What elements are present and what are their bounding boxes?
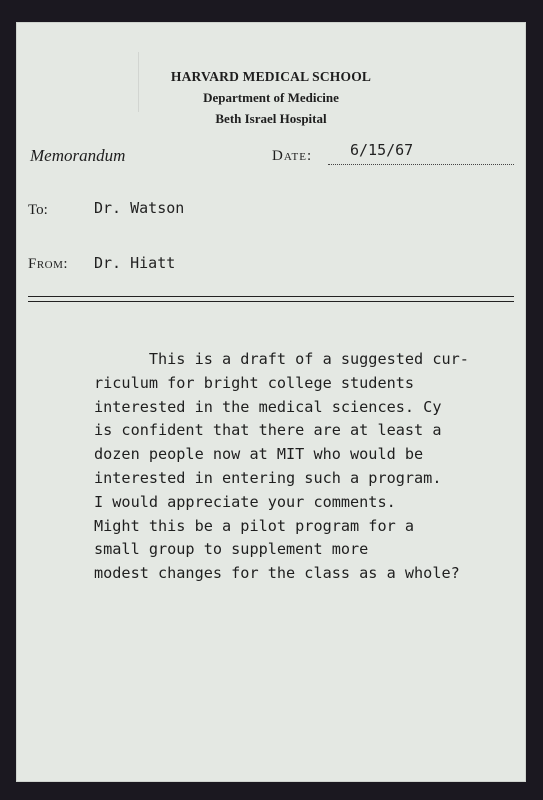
letterhead-hospital: Beth Israel Hospital <box>215 111 327 126</box>
letterhead <box>16 66 526 129</box>
header-rule-bottom <box>28 301 514 302</box>
body-line: modest changes for the class as a whole? <box>94 564 460 583</box>
memo-body <box>94 348 514 586</box>
body-line: interested in the medical sciences. Cy <box>94 397 442 416</box>
to-label: To: <box>28 202 48 218</box>
memorandum-label: Memorandum <box>30 146 126 165</box>
date-value: 6/15/67 <box>350 141 414 159</box>
body-line: I would appreciate your comments. <box>94 492 396 511</box>
body-line: interested in entering such a program. <box>94 468 442 487</box>
from-value: Dr. Hiatt <box>94 254 176 272</box>
date-dotted-line <box>328 164 514 165</box>
memo-sheet <box>16 22 526 782</box>
letterhead-school: HARVARD MEDICAL SCHOOL <box>170 69 372 84</box>
body-line: small group to supplement more <box>94 540 369 559</box>
body-line: This is a draft of a suggested cur- <box>94 350 469 368</box>
letterhead-department: Department of Medicine <box>203 90 339 105</box>
body-line: Might this be a pilot program for a <box>94 516 415 535</box>
to-value: Dr. Watson <box>94 199 185 217</box>
body-line: dozen people now at MIT who would be <box>94 445 424 464</box>
date-label: Date: <box>272 148 313 164</box>
from-label: From: <box>28 256 69 272</box>
body-line: riculum for bright college students <box>94 373 415 392</box>
body-line: is confident that there are at least a <box>94 421 442 440</box>
header-rule-top <box>28 296 514 297</box>
